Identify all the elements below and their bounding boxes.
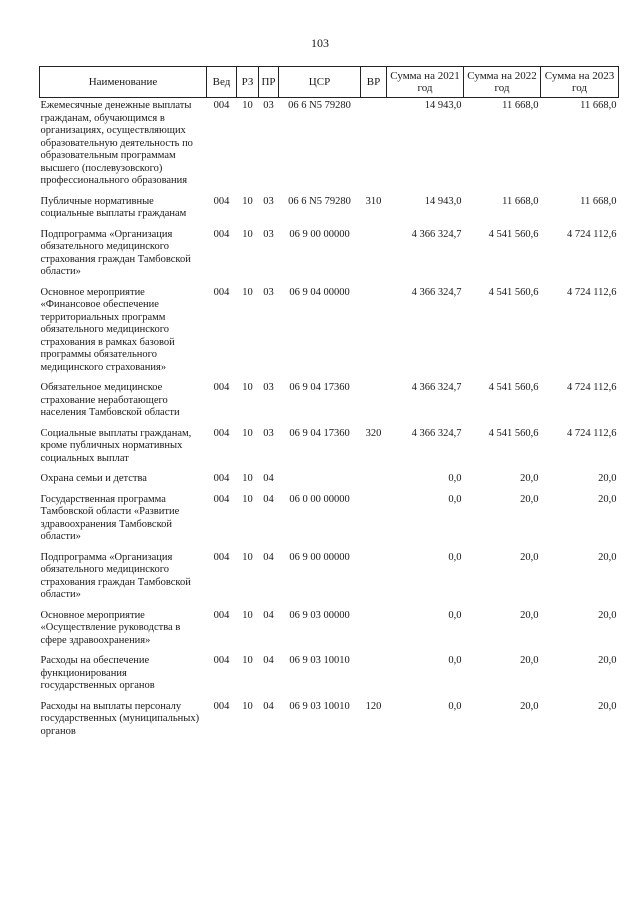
row-pr: 03 xyxy=(263,195,274,207)
table-row xyxy=(40,285,619,381)
row-sum-2022: 4 541 560,6 xyxy=(488,382,539,393)
row-ved: 004 xyxy=(213,382,230,393)
row-pr: 04 xyxy=(263,655,274,666)
row-csr: 06 0 00 00000 xyxy=(289,493,350,505)
row-rz: 10 xyxy=(242,551,253,563)
row-name: Охрана семьи и детства xyxy=(40,473,147,484)
row-csr: 06 9 04 00000 xyxy=(289,286,350,298)
row-name: Социальные выплаты гражданам, кроме публичных нормативных социальных выплат xyxy=(40,427,192,464)
row-csr: 06 6 N5 79280 xyxy=(288,100,351,111)
row-sum-2023: 20,0 xyxy=(598,655,617,666)
row-sum-2021: 0,0 xyxy=(448,700,462,712)
row-sum-2022: 4 541 560,6 xyxy=(488,286,539,298)
row-sum-2021: 14 943,0 xyxy=(424,195,462,207)
row-vr xyxy=(361,380,387,426)
row-vr xyxy=(361,285,387,381)
table-row xyxy=(40,699,619,745)
row-ved: 004 xyxy=(213,655,230,666)
page-number: 103 xyxy=(311,36,329,50)
row-csr: 06 9 03 00000 xyxy=(289,609,350,621)
row-rz: 10 xyxy=(242,609,253,621)
row-rz: 10 xyxy=(242,228,253,240)
row-name: Государственная программа Тамбовской области «Развитие здравоохранения Тамбовской области» xyxy=(40,493,180,542)
row-sum-2022: 20,0 xyxy=(520,609,539,621)
row-rz: 10 xyxy=(242,427,253,439)
row-sum-2023: 20,0 xyxy=(598,609,617,621)
table-header-row xyxy=(40,67,619,98)
table-row xyxy=(40,380,619,426)
row-name: Ежемесячные денежные выплаты гражданам, обучающимся в организациях, осуществляющих образовательную деятельность по образовательным программам высшего (послевузовского) профессионального образования xyxy=(40,100,193,186)
row-pr: 04 xyxy=(263,551,274,563)
row-pr: 04 xyxy=(263,609,274,621)
row-sum-2021: 14 943,0 xyxy=(424,100,462,111)
table-row xyxy=(40,98,619,194)
row-vr: 120 xyxy=(365,700,382,712)
row-rz: 10 xyxy=(242,700,253,712)
row-vr xyxy=(361,98,387,194)
row-sum-2022: 20,0 xyxy=(520,493,539,505)
row-vr: 310 xyxy=(365,195,382,207)
row-pr: 03 xyxy=(263,427,274,439)
row-ved: 004 xyxy=(213,551,230,563)
row-sum-2023: 4 724 112,6 xyxy=(567,427,617,439)
row-name: Публичные нормативные социальные выплаты гражданам xyxy=(40,195,187,219)
header-sum-2021: Сумма на 2021 год xyxy=(387,67,464,98)
row-sum-2021: 0,0 xyxy=(448,609,462,621)
row-csr: 06 9 04 17360 xyxy=(289,427,350,439)
row-sum-2021: 4 366 324,7 xyxy=(411,228,462,240)
row-sum-2023: 4 724 112,6 xyxy=(567,286,617,298)
table-row xyxy=(40,426,619,472)
header-vr: ВР xyxy=(361,67,387,98)
table-row xyxy=(40,608,619,654)
row-rz: 10 xyxy=(242,473,253,484)
row-ved: 004 xyxy=(213,286,230,298)
header-pr: ПР xyxy=(259,67,279,98)
row-sum-2022: 11 668,0 xyxy=(502,195,539,207)
table-row xyxy=(40,227,619,285)
row-rz: 10 xyxy=(242,493,253,505)
row-ved: 004 xyxy=(213,473,230,484)
row-rz: 10 xyxy=(242,195,253,207)
row-sum-2023: 4 724 112,6 xyxy=(567,228,617,240)
row-ved: 004 xyxy=(213,493,230,505)
row-sum-2023: 20,0 xyxy=(598,493,617,505)
table-row xyxy=(40,653,619,699)
row-sum-2023: 20,0 xyxy=(598,700,617,712)
row-sum-2023: 11 668,0 xyxy=(580,100,617,111)
row-csr: 06 6 N5 79280 xyxy=(288,195,351,207)
row-name: Подпрограмма «Организация обязательного медицинского страхования граждан Тамбовской области» xyxy=(40,551,191,600)
row-sum-2021: 4 366 324,7 xyxy=(411,427,462,439)
row-ved: 004 xyxy=(213,195,230,207)
header-sum-2023: Сумма на 2023 год xyxy=(541,67,619,98)
table-row xyxy=(40,550,619,608)
row-sum-2021: 0,0 xyxy=(448,473,462,484)
row-pr: 04 xyxy=(263,473,274,484)
row-sum-2022: 11 668,0 xyxy=(502,100,539,111)
budget-table xyxy=(39,66,619,744)
row-sum-2023: 11 668,0 xyxy=(580,195,617,207)
row-sum-2023: 20,0 xyxy=(598,473,617,484)
row-rz: 10 xyxy=(242,286,253,298)
row-ved: 004 xyxy=(213,700,230,712)
row-vr xyxy=(361,550,387,608)
row-pr: 03 xyxy=(263,100,274,111)
header-csr: ЦСР xyxy=(279,67,361,98)
row-csr: 06 9 04 17360 xyxy=(289,382,350,393)
row-vr xyxy=(361,227,387,285)
header-name: Наименование xyxy=(40,67,207,98)
row-name: Основное мероприятие «Осуществление руководства в сфере здравоохранения» xyxy=(40,609,181,646)
row-rz: 10 xyxy=(242,655,253,666)
row-sum-2021: 4 366 324,7 xyxy=(411,286,462,298)
row-vr xyxy=(361,471,387,492)
row-sum-2021: 0,0 xyxy=(448,493,462,505)
row-csr: 06 9 00 00000 xyxy=(289,551,350,563)
row-sum-2022: 20,0 xyxy=(520,473,539,484)
header-sum-2022: Сумма на 2022 год xyxy=(464,67,541,98)
row-pr: 03 xyxy=(263,382,274,393)
row-ved: 004 xyxy=(213,100,230,111)
row-name: Основное мероприятие «Финансовое обеспечение территориальных программ обязательного медицинского страхования в рамках базовой программы обязательного медицинского страхования» xyxy=(40,286,175,373)
row-pr: 04 xyxy=(263,700,274,712)
row-sum-2023: 20,0 xyxy=(598,551,617,563)
row-rz: 10 xyxy=(242,382,253,393)
row-vr xyxy=(361,608,387,654)
row-sum-2023: 4 724 112,6 xyxy=(567,382,617,393)
row-csr: 06 9 00 00000 xyxy=(289,228,350,240)
row-name: Расходы на выплаты персоналу государственных (муниципальных) органов xyxy=(40,700,200,737)
row-vr xyxy=(361,492,387,550)
row-pr: 03 xyxy=(263,286,274,298)
row-vr xyxy=(361,653,387,699)
row-ved: 004 xyxy=(213,427,230,439)
row-sum-2022: 20,0 xyxy=(520,655,539,666)
table-row xyxy=(40,492,619,550)
header-ved: Вед xyxy=(207,67,237,98)
row-csr: 06 9 03 10010 xyxy=(289,700,350,712)
row-csr: 06 9 03 10010 xyxy=(289,655,350,666)
row-rz: 10 xyxy=(242,100,253,111)
row-name: Подпрограмма «Организация обязательного медицинского страхования граждан Тамбовской области» xyxy=(40,228,191,277)
table-row xyxy=(40,471,619,492)
row-pr: 04 xyxy=(263,493,274,505)
row-sum-2022: 4 541 560,6 xyxy=(488,427,539,439)
row-pr: 03 xyxy=(263,228,274,240)
row-sum-2021: 0,0 xyxy=(448,655,462,666)
row-csr xyxy=(279,471,361,492)
table-row xyxy=(40,194,619,227)
row-name: Обязательное медицинское страхование неработающего населения Тамбовской области xyxy=(40,382,180,418)
row-sum-2022: 4 541 560,6 xyxy=(488,228,539,240)
row-sum-2022: 20,0 xyxy=(520,551,539,563)
row-sum-2021: 4 366 324,7 xyxy=(411,382,462,393)
row-vr: 320 xyxy=(365,427,382,439)
row-ved: 004 xyxy=(213,228,230,240)
header-rz: РЗ xyxy=(237,67,259,98)
row-ved: 004 xyxy=(213,609,230,621)
row-sum-2021: 0,0 xyxy=(448,551,462,563)
row-sum-2022: 20,0 xyxy=(520,700,539,712)
row-name: Расходы на обеспечение функционирования государственных органов xyxy=(40,655,155,691)
